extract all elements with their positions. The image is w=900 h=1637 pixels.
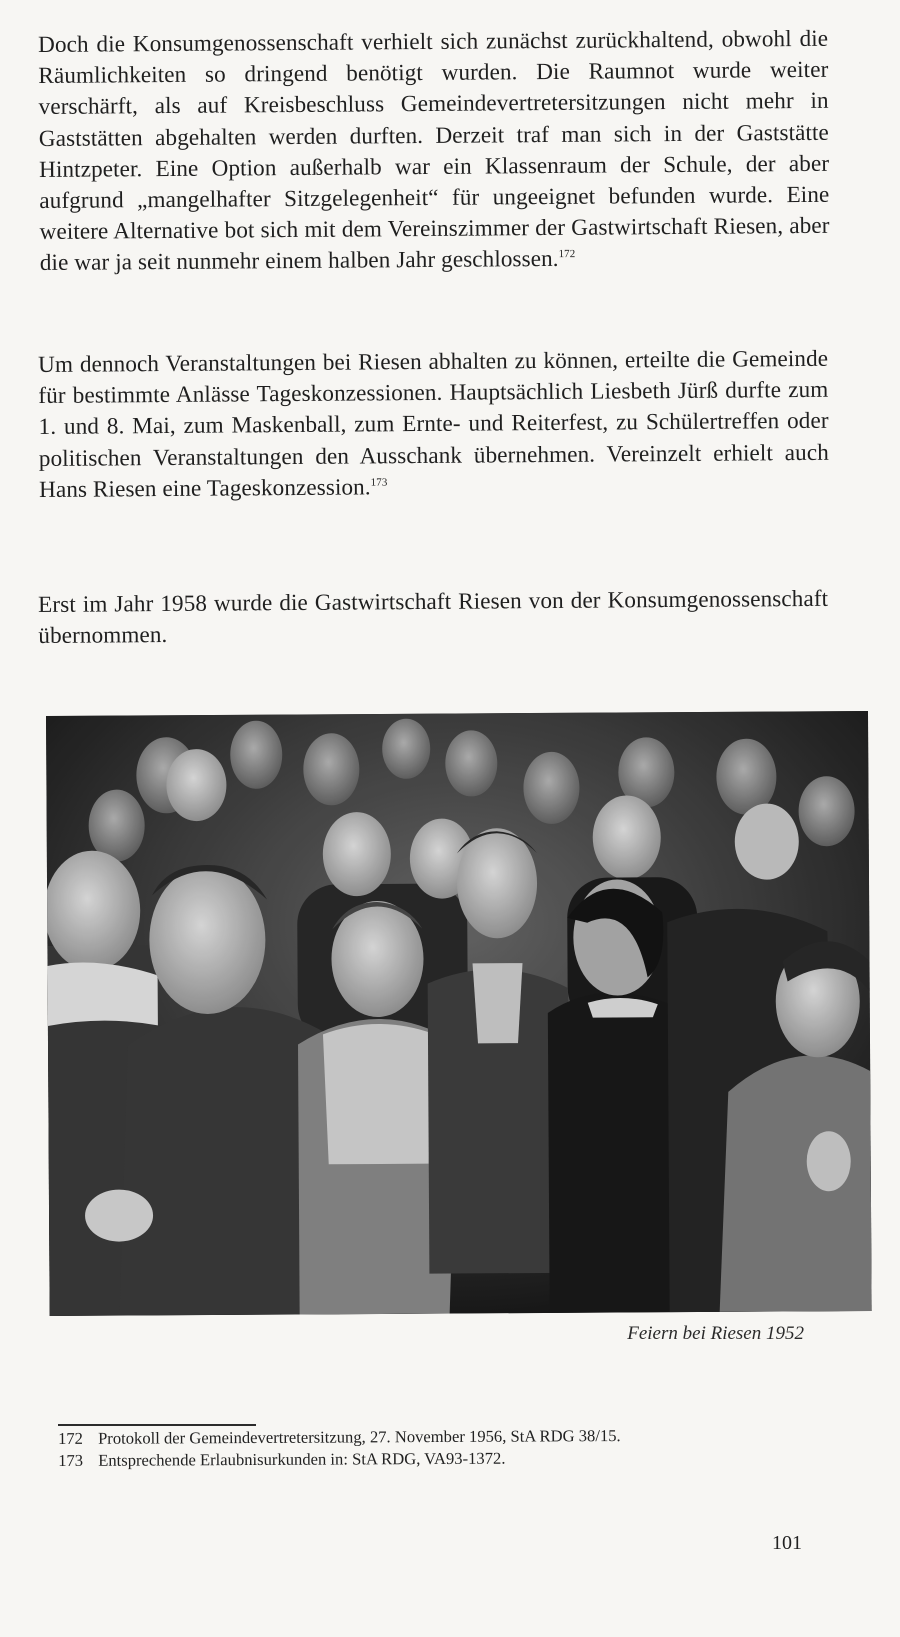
paragraph-2-text: Um dennoch Veranstaltungen bei Riesen abhalten zu können, erteilte die Gemeinde für bestimmte Anlässe Tageskonzessionen. Hauptsächlich Liesbeth Jürß durfte zum 1. und 8. Mai, zum Maskenball, zum Ernte- und Reiterfest, zu Schülertreffen oder politischen Veranstaltungen den Ausschank übernehmen. Vereinzelt erhielt auch Hans Riesen eine Tageskonzession. xyxy=(38,345,829,503)
body-paragraph-1 xyxy=(38,24,830,280)
footnote-ref-172: 172 xyxy=(558,248,576,261)
page-number: 101 xyxy=(772,1532,802,1554)
footnote-text: Entsprechende Erlaubnisurkunden in: StA RDG, VA93-1372. xyxy=(98,1448,506,1470)
body-paragraph-2 xyxy=(38,344,829,506)
historic-crowd-photo xyxy=(46,711,872,1316)
crowd-photo-illustration xyxy=(46,711,872,1316)
paragraph-1-text: Doch die Konsumgenossenschaft verhielt sich zunächst zurückhaltend, obwohl die Räumlichkeiten so dringend benötigt wurden. Die Raumnot wurde weiter verschärft, als auf Kreisbeschluss Gemeindevertretersitzungen nicht mehr in Gaststätten abgehalten werden durften. Derzeit traf man sich in der Gaststätte Hintzpeter. Eine Option außerhalb war ein Klassenraum der Schule, der aber aufgrund „mangelhafter Sitzgelegenheit“ für ungeeignet befunden wurde. Eine weitere Alternative bot sich mit dem Vereinszimmer der Gastwirtschaft Riesen, aber die war ja seit nunmehr einem halben Jahr geschlossen. xyxy=(38,25,830,277)
footnote-text: Protokoll der Gemeindevertretersitzung, 27. November 1956, StA RDG 38/15. xyxy=(98,1426,621,1448)
footnotes xyxy=(58,1424,818,1472)
footnote-number: 173 xyxy=(58,1450,84,1470)
footnote-173 xyxy=(58,1446,818,1472)
paragraph-3-text: Erst im Jahr 1958 wurde die Gastwirtschaft Riesen von der Konsumgenossenschaft übernommen. xyxy=(38,585,829,650)
footnote-divider xyxy=(58,1424,256,1426)
photo-caption: Feiern bei Riesen 1952 xyxy=(627,1323,804,1344)
body-paragraph-3 xyxy=(38,584,828,653)
footnote-number: 172 xyxy=(58,1428,83,1448)
footnote-ref-173: 173 xyxy=(370,476,388,489)
